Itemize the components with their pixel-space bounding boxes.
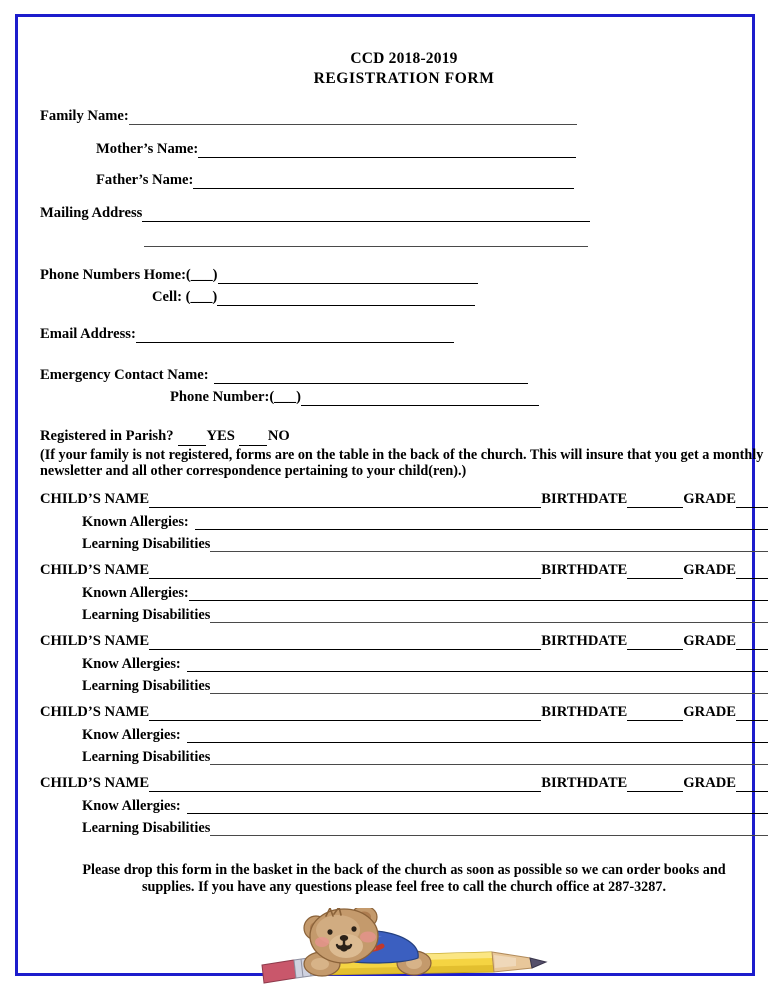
parish-note: (If your family is not registered, forms are on the table in the back of the church. This will insure that you get a monthly newsletter and all other correspondence pertaining to your child(ren).) <box>40 447 764 479</box>
known-allergies-label: Known Allergies: <box>82 585 189 601</box>
fathers-name-input-line[interactable] <box>193 175 574 189</box>
form-border <box>15 14 764 976</box>
child-disabilities-row <box>40 678 768 694</box>
child-name-row <box>40 491 768 508</box>
known-allergies-input-line[interactable] <box>189 587 768 601</box>
mailing-address-input-line-1[interactable] <box>142 208 590 222</box>
emergency-contact-name-label: Emergency Contact Name: <box>40 367 209 383</box>
field-cell-phone <box>40 289 768 306</box>
birthdate-label: BIRTHDATE <box>541 562 628 578</box>
learning-disabilities-label: Learning Disabilities <box>82 820 211 836</box>
cell-phone-input-line[interactable] <box>217 292 475 306</box>
learning-disabilities-input-line[interactable] <box>210 822 768 836</box>
title-line-2: REGISTRATION FORM <box>313 70 495 87</box>
field-mailing-address <box>40 205 768 222</box>
grade-input-line[interactable] <box>736 494 768 508</box>
field-email-address <box>40 326 768 343</box>
birthdate-input-line[interactable] <box>627 636 683 650</box>
birthdate-input-line[interactable] <box>627 494 683 508</box>
clipart-container <box>40 908 768 994</box>
child-name-row <box>40 704 768 721</box>
field-emergency-contact-name <box>40 367 768 384</box>
child-entry <box>40 633 768 694</box>
child-disabilities-row <box>40 820 768 836</box>
field-family-name <box>40 108 768 125</box>
childs-name-input-line[interactable] <box>149 707 541 721</box>
birthdate-label: BIRTHDATE <box>541 491 628 507</box>
child-disabilities-row <box>40 607 768 623</box>
birthdate-input-line[interactable] <box>627 565 683 579</box>
child-allergies-row <box>40 514 768 530</box>
registered-no-blank[interactable] <box>239 433 267 446</box>
form-content <box>40 37 768 987</box>
grade-label: GRADE <box>683 491 736 507</box>
field-registered-in-parish <box>40 428 768 445</box>
registered-yes-label: YES <box>206 428 235 444</box>
grade-input-line[interactable] <box>736 778 768 792</box>
registered-in-parish-label: Registered in Parish? <box>40 428 174 444</box>
emergency-phone-input-line[interactable] <box>301 392 539 406</box>
email-address-label: Email Address: <box>40 326 136 342</box>
childs-name-label: CHILD’S NAME <box>40 491 150 507</box>
childs-name-input-line[interactable] <box>149 494 541 508</box>
childs-name-label: CHILD’S NAME <box>40 775 150 791</box>
family-name-label: Family Name: <box>40 108 129 124</box>
child-entry <box>40 562 768 623</box>
learning-disabilities-label: Learning Disabilities <box>82 749 211 765</box>
childs-name-input-line[interactable] <box>149 636 541 650</box>
known-allergies-label: Know Allergies: <box>82 798 181 814</box>
childs-name-label: CHILD’S NAME <box>40 704 150 720</box>
known-allergies-input-line[interactable] <box>187 729 768 743</box>
known-allergies-input-line[interactable] <box>187 800 768 814</box>
emergency-contact-name-input-line[interactable] <box>214 370 528 384</box>
mothers-name-label: Mother’s Name: <box>96 141 199 157</box>
grade-label: GRADE <box>683 562 736 578</box>
childs-name-label: CHILD’S NAME <box>40 562 150 578</box>
childs-name-input-line[interactable] <box>149 565 541 579</box>
field-fathers-name <box>40 172 768 189</box>
footer-instructions: Please drop this form in the basket in the back of the church as soon as possible so we can order books and supplies. If you have any questions please feel free to call the church office at 287-3287. <box>82 862 726 895</box>
birthdate-label: BIRTHDATE <box>541 775 628 791</box>
known-allergies-label: Know Allergies: <box>82 656 181 672</box>
learning-disabilities-input-line[interactable] <box>210 680 768 694</box>
fathers-name-label: Father’s Name: <box>96 172 194 188</box>
child-name-row <box>40 562 768 579</box>
grade-label: GRADE <box>683 633 736 649</box>
known-allergies-input-line[interactable] <box>187 658 768 672</box>
child-disabilities-row <box>40 749 768 765</box>
learning-disabilities-label: Learning Disabilities <box>82 536 211 552</box>
known-allergies-label: Known Allergies: <box>82 514 189 530</box>
child-entry <box>40 491 768 552</box>
registered-yes-blank[interactable] <box>178 433 206 446</box>
title-line-1: CCD 2018-2019 <box>350 50 458 67</box>
grade-input-line[interactable] <box>736 636 768 650</box>
field-mailing-address-line2 <box>40 233 768 247</box>
mailing-address-label: Mailing Address <box>40 205 143 221</box>
child-name-row <box>40 633 768 650</box>
field-home-phone <box>40 267 768 284</box>
cell-phone-label: Cell: (___) <box>152 289 218 305</box>
emergency-phone-label: Phone Number:(___) <box>170 389 301 405</box>
teddy-bear-on-pencil-icon <box>254 908 554 994</box>
home-phone-label: Phone Numbers Home:(___) <box>40 267 218 283</box>
grade-input-line[interactable] <box>736 707 768 721</box>
childs-name-input-line[interactable] <box>149 778 541 792</box>
known-allergies-label: Know Allergies: <box>82 727 181 743</box>
grade-label: GRADE <box>683 775 736 791</box>
learning-disabilities-label: Learning Disabilities <box>82 678 211 694</box>
learning-disabilities-input-line[interactable] <box>210 609 768 623</box>
birthdate-label: BIRTHDATE <box>541 704 628 720</box>
child-allergies-row <box>40 585 768 601</box>
field-emergency-phone <box>40 389 768 406</box>
learning-disabilities-input-line[interactable] <box>210 538 768 552</box>
child-allergies-row <box>40 798 768 814</box>
birthdate-label: BIRTHDATE <box>541 633 628 649</box>
child-disabilities-row <box>40 536 768 552</box>
childs-name-label: CHILD’S NAME <box>40 633 150 649</box>
family-name-input-line[interactable] <box>129 111 577 125</box>
mothers-name-input-line[interactable] <box>198 144 576 158</box>
child-allergies-row <box>40 727 768 743</box>
learning-disabilities-input-line[interactable] <box>210 751 768 765</box>
child-entry <box>40 775 768 836</box>
home-phone-input-line[interactable] <box>218 270 478 284</box>
mailing-address-input-line-2[interactable] <box>144 233 588 247</box>
email-address-input-line[interactable] <box>136 329 454 343</box>
field-mothers-name <box>40 141 768 158</box>
grade-input-line[interactable] <box>736 565 768 579</box>
grade-label: GRADE <box>683 704 736 720</box>
birthdate-input-line[interactable] <box>627 778 683 792</box>
birthdate-input-line[interactable] <box>627 707 683 721</box>
document-title <box>40 49 768 89</box>
child-allergies-row <box>40 656 768 672</box>
known-allergies-input-line[interactable] <box>195 516 768 530</box>
learning-disabilities-label: Learning Disabilities <box>82 607 211 623</box>
registered-no-label: NO <box>267 428 290 444</box>
child-entry <box>40 704 768 765</box>
child-name-row <box>40 775 768 792</box>
